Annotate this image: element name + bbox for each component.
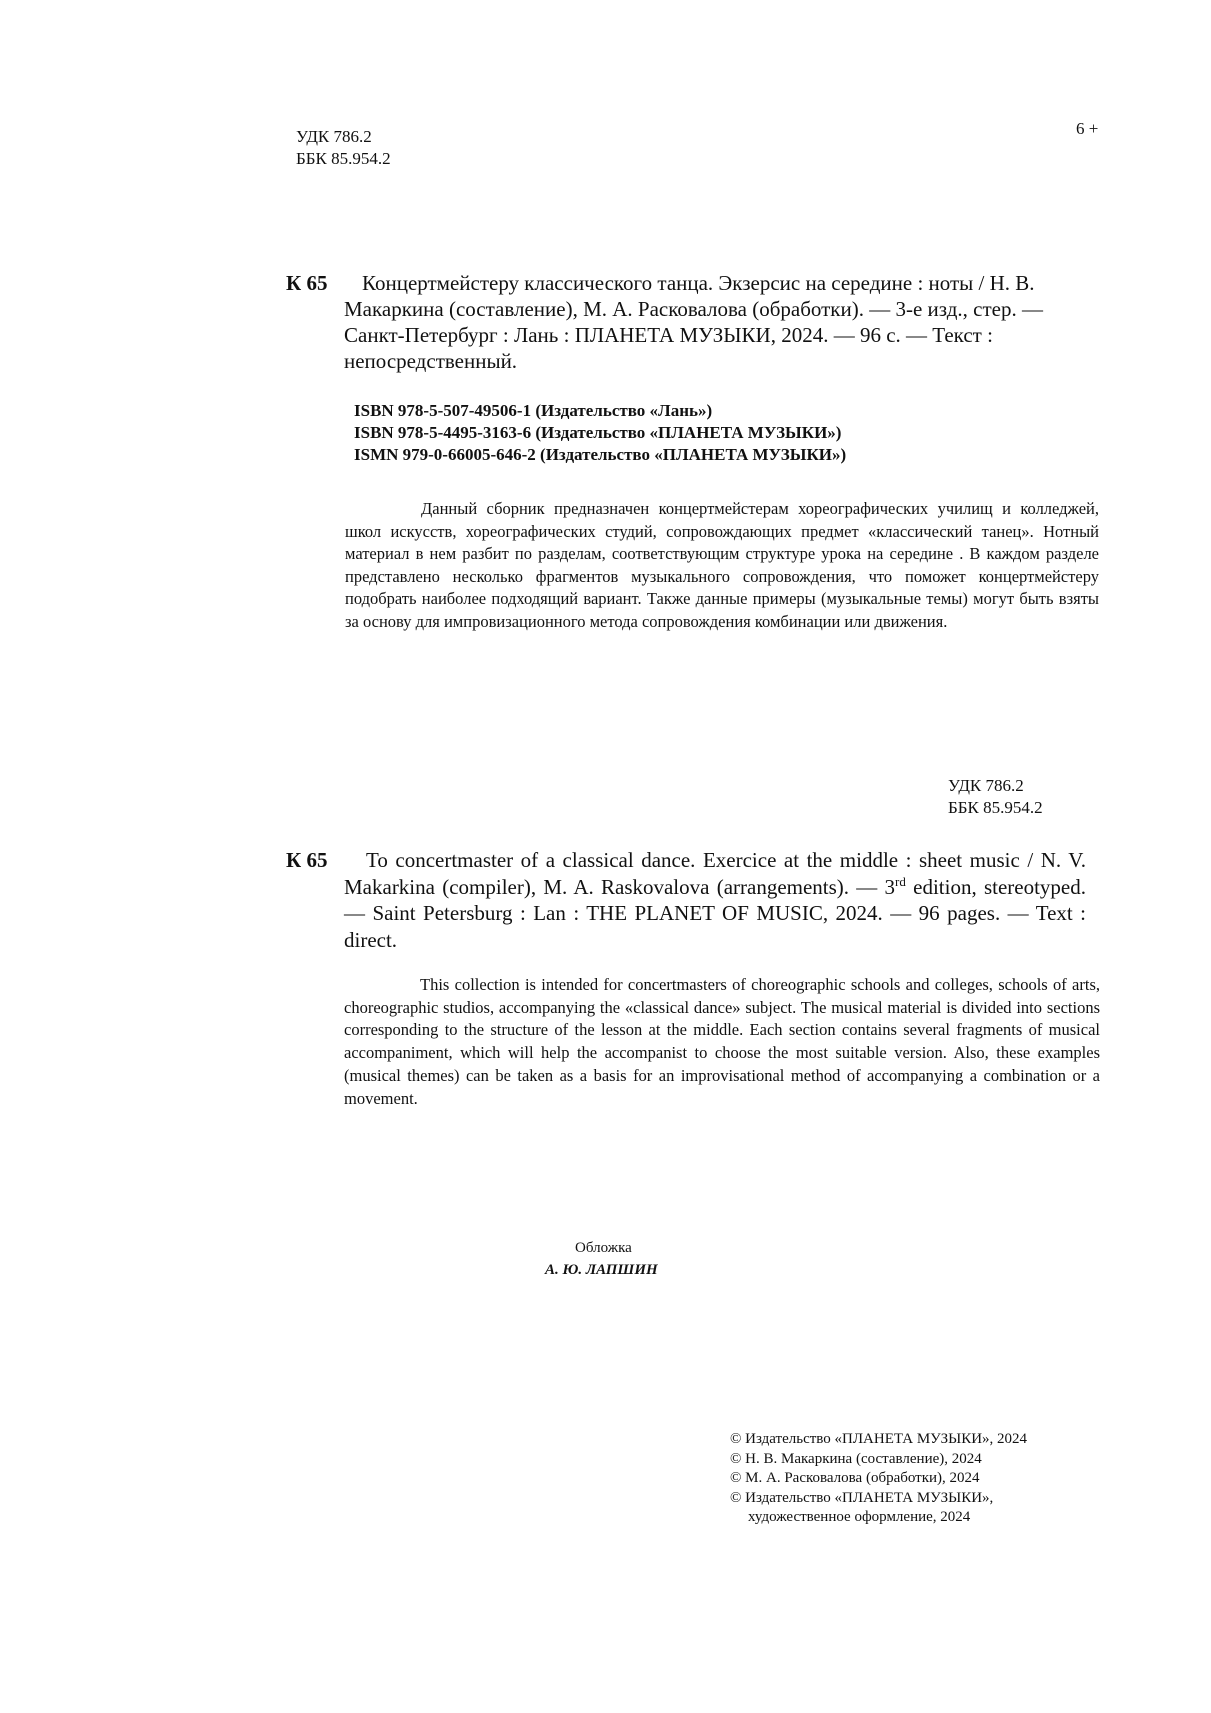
bbk-code: ББК 85.954.2 bbox=[948, 798, 1043, 817]
isbn-list bbox=[354, 400, 846, 466]
abstract-ru bbox=[345, 498, 1099, 633]
copyright-line: © М. А. Расковалова (обработки), 2024 bbox=[730, 1470, 980, 1486]
bibliographic-description: Концертмейстеру классического танца. Экзерсис на середине : ноты / Н. В. Макаркина (составление), М. А. Расковалова (обработки). — 3-е изд., стер. — Санкт-Петербург : Лань : ПЛАНЕТА МУЗЫКИ, 2024. — 96 с. — Текст : непосредственный. bbox=[344, 271, 1043, 373]
bibliographic-description bbox=[344, 847, 1086, 953]
classification-mid bbox=[948, 775, 1043, 819]
copyright-line-continuation: художественное оформление, 2024 bbox=[748, 1509, 971, 1525]
classification-top bbox=[296, 126, 391, 170]
udk-code: УДК 786.2 bbox=[948, 776, 1024, 795]
abstract-en bbox=[344, 974, 1100, 1110]
description-part: edition, stereotyped. — Saint Petersburg : Lan : THE PLANET OF MUSIC, 2024. — 96 pages. — Text : direct. bbox=[344, 874, 1086, 952]
cover-label: Обложка bbox=[575, 1240, 632, 1256]
copyright-line: © Н. В. Макаркина (составление), 2024 bbox=[730, 1450, 982, 1467]
abstract-paragraph: Данный сборник предназначен концертмейстерам хореографических училищ и колледжей, школ искусств, хореографических студий, сопровождающих предмет «классический танец». Нотный материал в нем разбит по разделам, соответствующим структуре урока на середине . В каждом разделе представлено несколько фрагментов музыкального сопровождения, что поможет концертмейстеру подобрать наиболее подходящий вариант. Также данные примеры (музыкальные темы) могут быть взяты за основу для импровизационного метода сопровождения комбинации или движения. bbox=[345, 499, 1099, 631]
cover-artist: А. Ю. ЛАПШИН bbox=[545, 1262, 658, 1278]
description-part: To concertmaster of a classical dance. Exercice at the middle : sheet music / N. V. Makarkina (compiler), M. A. Raskovalova (arrangements). — 3 bbox=[344, 848, 1086, 899]
ordinal-suffix: rd bbox=[895, 873, 906, 889]
isbn-line: ISBN 978-5-507-49506-1 (Издательство «Лань») bbox=[354, 401, 713, 420]
bbk-code: ББК 85.954.2 bbox=[296, 149, 391, 168]
author-mark: К 65 bbox=[286, 848, 328, 872]
isbn-line: ISBN 978-5-4495-3163-6 (Издательство «ПЛАНЕТА МУЗЫКИ») bbox=[354, 423, 842, 442]
bibliographic-record-en bbox=[286, 847, 1086, 953]
copyright-line: © Издательство «ПЛАНЕТА МУЗЫКИ», bbox=[730, 1489, 994, 1506]
ismn-line: ISMN 979-0-66005-646-2 (Издательство «ПЛАНЕТА МУЗЫКИ») bbox=[354, 445, 847, 464]
age-rating: 6 + bbox=[1076, 119, 1099, 138]
udk-code: УДК 786.2 bbox=[296, 127, 372, 146]
author-mark: К 65 bbox=[286, 271, 328, 295]
bibliographic-record-ru bbox=[286, 270, 1094, 374]
abstract-paragraph: This collection is intended for concertmasters of choreographic schools and colleges, schools of arts, choreographic studios, accompanying the «classical dance» subject. The musical material is divided into sections corresponding to the structure of the lesson at the middle. Each section contains several fragments of musical accompaniment, which will help the accompanist to choose the most suitable version. Also, these examples (musical themes) can be taken as a basis for an improvisational method of accompanying a combination or a movement. bbox=[344, 975, 1100, 1108]
copyright-block bbox=[730, 1430, 1027, 1528]
copyright-line: © Издательство «ПЛАНЕТА МУЗЫКИ», 2024 bbox=[730, 1431, 1028, 1447]
